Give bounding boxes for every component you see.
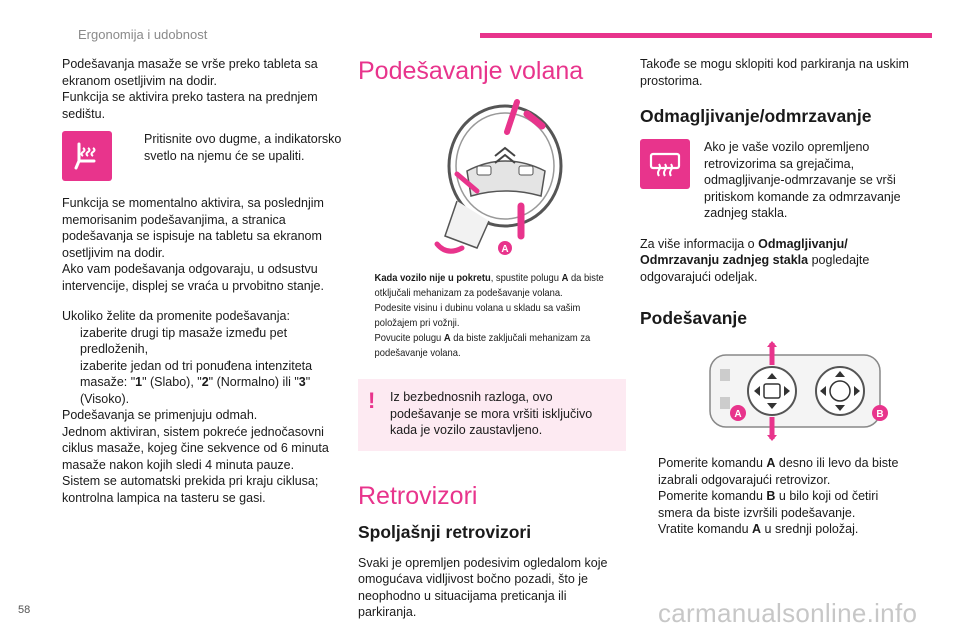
paragraph: Sistem se automatski prekida pri kraju ciklusa; kontrolna lampica na tasteru se gasi. xyxy=(62,474,319,505)
list-item: Pomerite komandu B u bilo koji od četiri smera da biste izvršili podešavanje. xyxy=(658,489,879,520)
list-item: Podesite visinu i dubinu volana u skladu sa vašim položajem pri vožnji. xyxy=(374,303,581,329)
warning-box: ! Iz bezbednosnih razloga, ovo podešavanje se mora vršiti isključivo kada je vozilo zaustavljeno. xyxy=(358,379,626,451)
paragraph: Takođe se mogu sklopiti kod parkiranja na uskim prostorima. xyxy=(640,57,909,88)
subsection-heading: Podešavanje xyxy=(640,308,747,328)
list-item: izaberite drugi tip masaže između pet predloženih, xyxy=(80,325,288,356)
section-heading: Podešavanje volana xyxy=(358,57,584,85)
section-heading: Retrovizori xyxy=(358,481,478,510)
seat-massage-icon xyxy=(62,131,112,181)
header-accent-bar xyxy=(480,33,932,38)
list-item: Povucite polugu A da biste zaključali mehanizam za podešavanje volana. xyxy=(374,333,591,359)
paragraph: Svaki je opremljen podesivim ogledalom koje omogućava vidljivost bočno pozadi, što je neophodno u situacijama preticanja ili parkiranja. xyxy=(358,555,608,619)
list-item: Vratite komandu A u srednji položaj. xyxy=(658,522,859,536)
list-item: Kada vozilo nije u pokretu, spustite polugu A da biste otključali mehanizam za podešavanje volana. xyxy=(374,273,604,299)
column-2 xyxy=(358,56,626,630)
figure-label-a: A xyxy=(501,244,509,255)
warning-icon: ! xyxy=(368,388,376,413)
list-item: Pomerite komandu A desno ili levo da biste izabrali odgovarajući retrovizor. xyxy=(658,456,899,487)
figure-label-a: A xyxy=(734,409,742,420)
column-1 xyxy=(62,56,342,506)
paragraph: Podešavanja masaže se vrše preko tableta sa ekranom osetljivim na dodir. Funkcija se aktivira preko tastera na prednjem sedištu. xyxy=(62,57,318,121)
massage-button-row xyxy=(62,131,342,181)
paragraph: Jednom aktiviran, sistem pokreće jednočasovni ciklus masaže, kojeg čine sekvence od 6 minuta masaže nakon kojih sledi 4 minuta pauze. xyxy=(62,424,329,472)
page-number: 58 xyxy=(18,604,31,616)
section-title: Ergonomija i udobnost xyxy=(78,27,208,42)
subsection-heading: Spoljašnji retrovizori xyxy=(358,521,532,542)
subsection-heading: Odmagljivanje/odmrzavanje xyxy=(640,106,872,126)
icon-instruction: Pritisnite ovo dugme, a indikatorsko svetlo na njemu će se upaliti. xyxy=(144,132,342,163)
paragraph: Podešavanja se primenjuju odmah. xyxy=(62,408,258,422)
paragraph: Funkcija se momentalno aktivira, sa poslednjim memorisanim podešavanjima, a stranica podešavanja se ispisuje na tabletu sa ekranom osetljivim na dodir. Ako vam podešavanja odgovaraju, u odsustvu intervencije, displej se vraća u prvobitno stanje. xyxy=(62,196,324,293)
defrost-row xyxy=(640,139,912,222)
paragraph: Ukoliko želite da promenite podešavanja: xyxy=(62,309,290,323)
mirror-control-figure xyxy=(690,341,890,441)
rear-defrost-icon xyxy=(640,139,690,189)
column-3 xyxy=(640,56,912,538)
icon-instruction: Ako je vaše vozilo opremljeno retrovizorima sa grejačima, odmagljivanje-odmrzavanje se vrši pritiskom komande za odmrzavanje zadnjeg stakla. xyxy=(704,140,901,220)
steering-wheel-figure xyxy=(417,96,567,261)
figure-label-b: B xyxy=(876,409,884,420)
list-item: izaberite jedan od tri ponuđena intenziteta masaže: "1" (Slabo), "2" (Normalno) ili "3" (Visoko). xyxy=(80,358,313,406)
watermark-footer: carmanualsonline.info xyxy=(658,598,918,628)
paragraph: Za više informacija o Odmagljivanju/ Odmrzavanju zadnjeg stakla pogledajte odgovarajući odeljak. xyxy=(640,236,870,284)
